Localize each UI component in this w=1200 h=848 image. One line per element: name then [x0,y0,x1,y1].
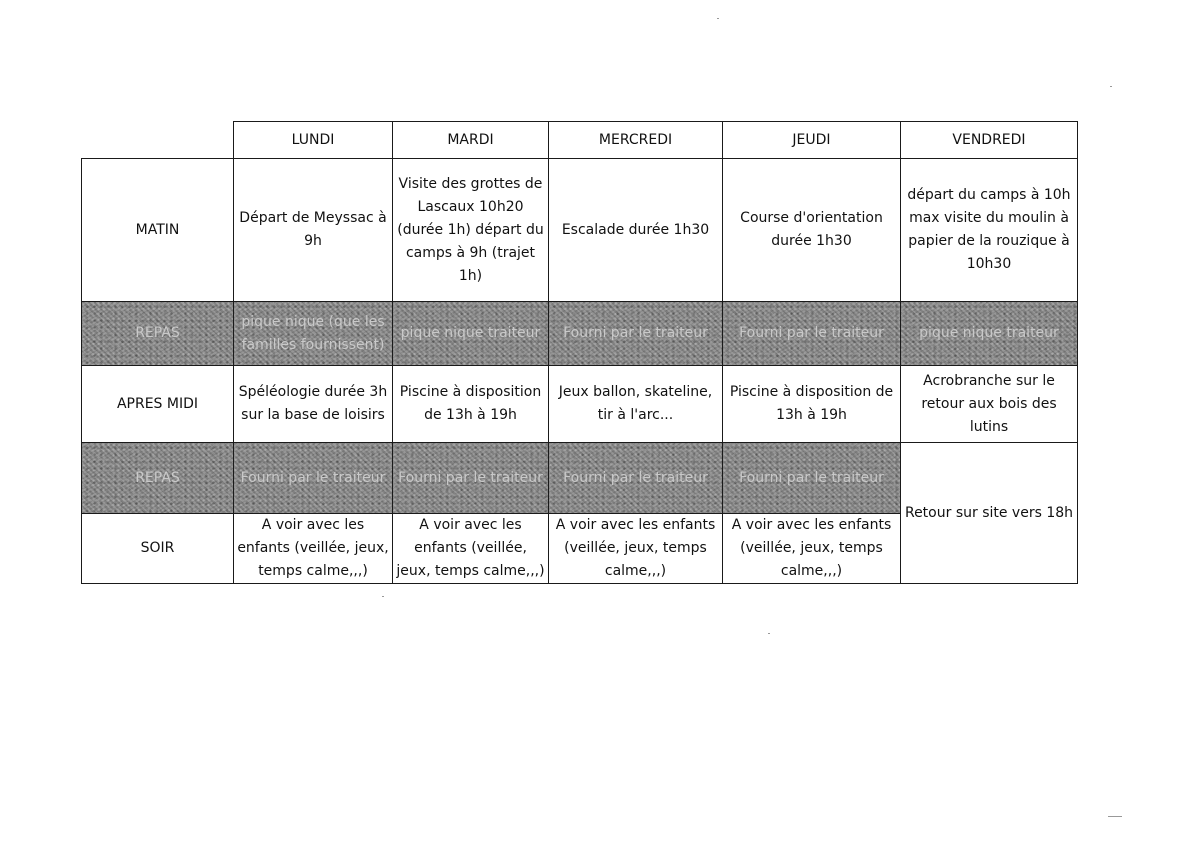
weekly-schedule-table [81,121,1078,584]
row-label-soir: SOIR [82,514,234,584]
header-row [82,122,1078,159]
cell-repas-midi-mardi: pique nique traiteur [393,302,549,366]
cell-matin-lundi: Départ de Meyssac à 9h [234,159,393,302]
cell-repas-midi-lundi: pique nique (que les familles fournissent) [234,302,393,366]
cell-apres-midi-mardi: Piscine à disposition de 13h à 19h [393,366,549,443]
cell-apres-midi-mercredi: Jeux ballon, skateline, tir à l'arc... [549,366,723,443]
cell-soir-jeudi: A voir avec les enfants (veillée, jeux, temps calme,,,) [723,514,901,584]
cell-soir-mercredi: A voir avec les enfants (veillée, jeux, temps calme,,,) [549,514,723,584]
cell-apres-midi-vendredi: Acrobranche sur le retour aux bois des lutins [901,366,1078,443]
cell-repas-midi-mercredi: Fourni par le traiteur [549,302,723,366]
scan-speck [1110,86,1112,87]
cell-soir-mardi: A voir avec les enfants (veillée, jeux, temps calme,,,) [393,514,549,584]
row-label-repas-midi: REPAS [82,302,234,366]
cell-matin-mercredi: Escalade durée 1h30 [549,159,723,302]
header-jeudi: JEUDI [723,122,901,159]
row-repas-midi [82,302,1078,366]
cell-matin-mardi: Visite des grottes de Lascaux 10h20 (durée 1h) départ du camps à 9h (trajet 1h) [393,159,549,302]
scan-speck [717,18,719,19]
scan-speck [768,633,770,634]
header-mardi: MARDI [393,122,549,159]
cell-repas-soir-lundi: Fourni par le traiteur [234,443,393,514]
cell-vendredi-retour: Retour sur site vers 18h [901,443,1078,584]
cell-repas-soir-mercredi: Fourni par le traiteur [549,443,723,514]
cell-apres-midi-jeudi: Piscine à disposition de 13h à 19h [723,366,901,443]
cell-soir-lundi: A voir avec les enfants (veillée, jeux, temps calme,,,) [234,514,393,584]
cell-repas-soir-jeudi: Fourni par le traiteur [723,443,901,514]
cell-matin-vendredi: départ du camps à 10h max visite du moulin à papier de la rouzique à 10h30 [901,159,1078,302]
scan-speck [382,596,384,597]
row-label-apres-midi: APRES MIDI [82,366,234,443]
scan-speck [1108,816,1122,817]
cell-repas-midi-jeudi: Fourni par le traiteur [723,302,901,366]
cell-apres-midi-lundi: Spéléologie durée 3h sur la base de loisirs [234,366,393,443]
cell-repas-midi-vendredi: pique nique traiteur [901,302,1078,366]
cell-matin-jeudi: Course d'orientation durée 1h30 [723,159,901,302]
row-label-matin: MATIN [82,159,234,302]
row-label-repas-soir: REPAS [82,443,234,514]
header-vendredi: VENDREDI [901,122,1078,159]
cell-repas-soir-mardi: Fourni par le traiteur [393,443,549,514]
row-matin [82,159,1078,302]
header-lundi: LUNDI [234,122,393,159]
row-apres-midi [82,366,1078,443]
header-mercredi: MERCREDI [549,122,723,159]
row-repas-soir [82,443,1078,514]
corner-cell [82,122,234,159]
